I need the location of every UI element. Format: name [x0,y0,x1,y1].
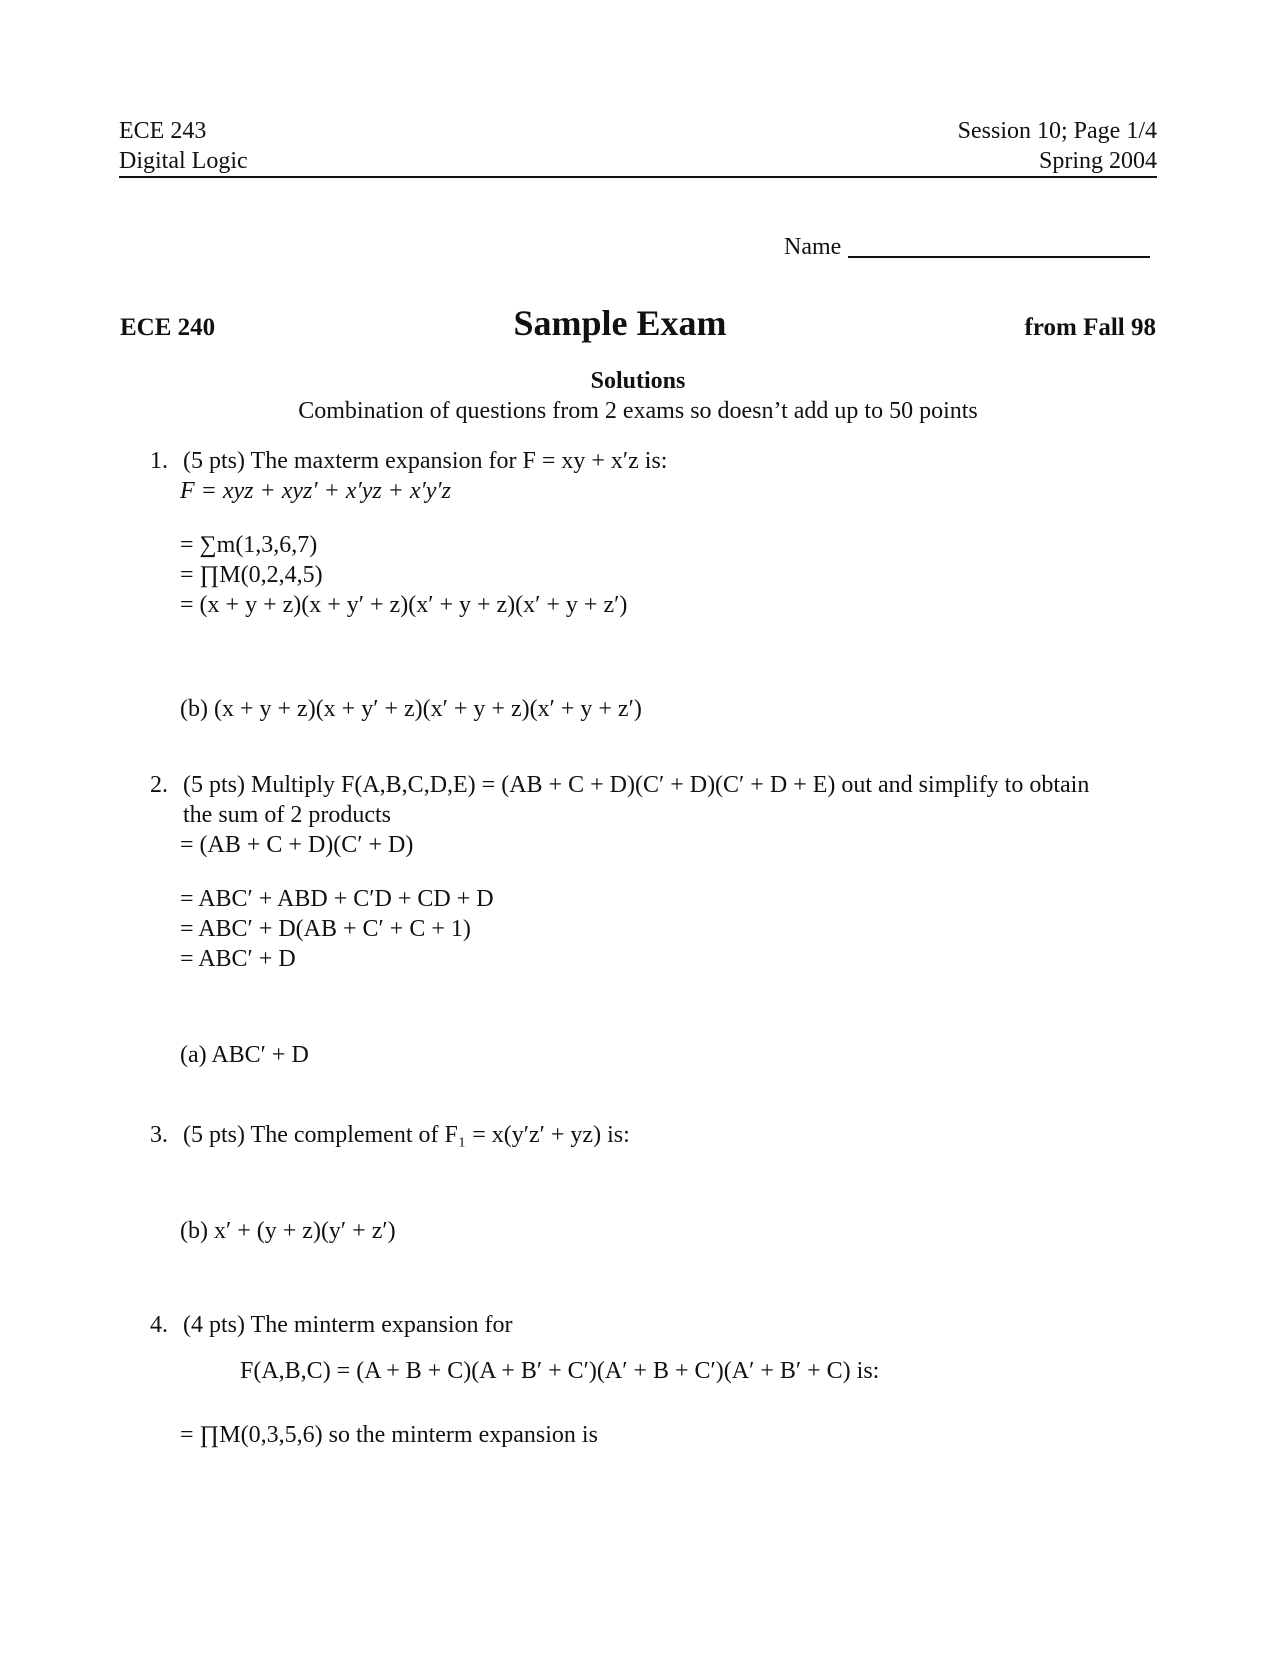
question-2-number: 2. [150,772,168,798]
course-name: Digital Logic [119,148,248,174]
question-3-answer: (b) x′ + (y + z)(y′ + z′) [180,1218,396,1244]
question-2-line-2: = ABC′ + ABD + C′D + CD + D [180,886,494,912]
course-header-left [119,116,248,176]
question-2-line-4: = ABC′ + D [180,946,296,972]
question-3-prompt: (5 pts) The complement of F₁ = x(y′z′ + yz) is: [183,1122,630,1148]
question-1-answer: (b) (x + y + z)(x + y′ + z)(x′ + y + z)(x′ + y + z′) [180,696,642,722]
question-2-line-1: = (AB + C + D)(C′ + D) [180,832,414,858]
question-2-answer: (a) ABC′ + D [180,1042,309,1068]
course-code: ECE 243 [119,118,207,144]
question-2-prompt: (5 pts) Multiply F(A,B,C,D,E) = (AB + C + D)(C′ + D)(C′ + D + E) out and simplify to obtain [183,772,1090,798]
question-1-line-2: = ∑m(1,3,6,7) [180,532,318,558]
session-page: Session 10; Page 1/4 [957,118,1157,144]
exam-left-label: ECE 240 [120,314,216,341]
question-4-prompt: (4 pts) The minterm expansion for [183,1312,513,1338]
term: Spring 2004 [1038,148,1157,174]
question-2-line-3: = ABC′ + D(AB + C′ + C + 1) [180,916,471,942]
question-3-number: 3. [150,1122,168,1148]
name-label: Name [784,234,842,260]
course-header-right [958,116,1157,176]
exam-right-label: from Fall 98 [1024,314,1156,341]
name-blank-line [848,256,1150,258]
exam-note: Combination of questions from 2 exams so doesn’t add up to 50 points [298,398,978,424]
question-1-line-1: F = xyz + xyz′ + x′yz + x′y′z [180,478,452,504]
question-1-prompt: (5 pts) The maxterm expansion for F = xy + x′z is: [183,448,668,474]
solutions-heading: Solutions [590,368,686,394]
question-4-number: 4. [150,1312,168,1338]
question-1-number: 1. [150,448,168,474]
question-4-formula: F(A,B,C) = (A + B + C)(A + B′ + C′)(A′ + B + C′)(A′ + B′ + C) is: [240,1358,880,1384]
question-1-line-4: = (x + y + z)(x + y′ + z)(x′ + y + z)(x′ + y + z′) [180,592,628,618]
question-2-prompt-cont: the sum of 2 products [183,802,391,828]
question-1-line-3: = ∏M(0,2,4,5) [180,562,323,588]
header-rule [119,176,1157,178]
question-4-line: = ∏M(0,3,5,6) so the minterm expansion is [180,1422,598,1448]
page-title: Sample Exam [513,303,727,343]
